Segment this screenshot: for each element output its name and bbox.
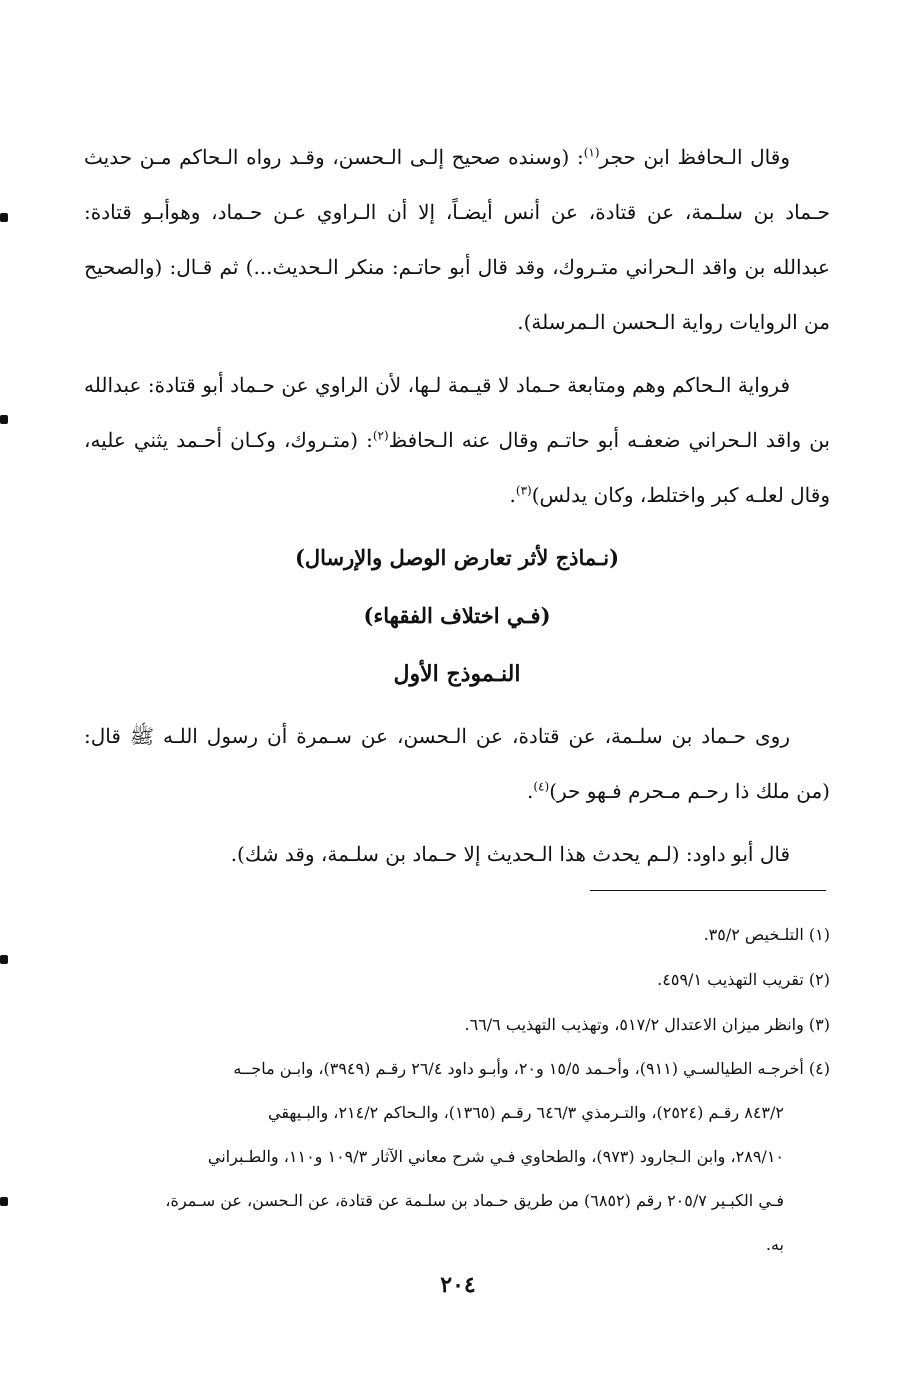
paragraph-hakim-narration <box>84 358 830 523</box>
paragraph-text: روى حـماد بن سلـمة، عن قتادة، عن الـحسن، عن سـمرة أن رسول اللـه ﷺ قال: (من ملك ذا رحـم مـحرم فـهو حر) <box>84 724 830 803</box>
footnote-4-continued: ٨٤٣/٢ رقـم (٢٥٢٤)، والتـرمذي ٦٤٦/٣ رقـم (١٣٦٥)، والـحاكم ٢١٤/٢، والبـيهقي <box>268 1103 784 1122</box>
paragraph-text: . <box>509 483 516 507</box>
footnote-4-continued: به. <box>765 1235 784 1254</box>
footnote-reference: (٤) <box>533 779 550 794</box>
paragraph-ibn-hajar-quote <box>84 130 830 350</box>
section-headings <box>84 529 830 703</box>
paragraph-text: فرواية الـحاكم وهم ومتابعة حـماد لا قيـمة لـها، لأن الراوي عن حـماد أبو قتادة: عبدالله بن واقد الـحراني ضعفـه أبو حاتـم وقال عنه الـحافظ <box>84 373 830 452</box>
footnote-4-continued: فـي الكبـير ٢٠٥/٧ رقم (٦٨٥٢) من طريق حـماد بن سلـمة عن قتادة، عن الـحسن، عن سـمرة، <box>165 1191 784 1210</box>
footnote-1: (١) التلـخيص ٣٥/٢. <box>703 925 830 944</box>
margin-mark <box>0 213 8 222</box>
paragraph-text: : (متـروك، وكـان أحـمد يثني عليه، وقال لعلـه كبر واختلط، وكان يدلس) <box>84 428 830 507</box>
main-text <box>84 130 830 882</box>
paragraph-text: : (وسنده صحيح إلـى الـحسن، وقـد رواه الـحاكم مـن حديث حـماد بن سلـمة، عن قتادة، عن أنس أيضـاً، إلا أن الـراوي عـن حـماد، وهوأبـو قتادة: عبدالله بن واقد الـحراني متـروك، وقد قال أبو حاتـم: منكر الـحديث...) ثم قـال: (والصحيح من الروايات رواية الـحسن الـمرسلة). <box>84 145 830 334</box>
section-subheading: (فـي اختلاف الفقهاء) <box>363 603 551 628</box>
footnote-4: (٤) أخرجـه الطيالسـي (٩١١)، وأحـمد ١٥/٥ و٢٠، وأبـو داود ٢٦/٤ رقـم (٣٩٤٩)، وابـن ماجــه <box>233 1059 830 1078</box>
footnote-2: (٢) تقريب التهذيب ٤٥٩/١. <box>657 970 830 989</box>
footnote-separator <box>590 890 826 891</box>
paragraph-hadith <box>84 709 830 819</box>
page-number: ٢٠٤ <box>440 1272 476 1298</box>
paragraph-text: وقال الـحافظ ابن حجر <box>599 145 790 169</box>
section-heading: (نـماذج لأثر تعارض الوصل والإرسال) <box>294 545 620 570</box>
footnote-reference: (٣) <box>515 483 532 498</box>
footnote-3: (٣) وانظر ميزان الاعتدال ٥١٧/٢، وتهذيب التهذيب ٦٦/٦. <box>464 1015 830 1034</box>
footnotes <box>88 912 830 1267</box>
paragraph-text: . <box>527 779 534 803</box>
paragraph-abu-dawud: قال أبو داود: (لـم يحدث هذا الـحديث إلا حـماد بن سلـمة، وقد شك). <box>230 842 790 866</box>
margin-mark <box>0 955 8 964</box>
margin-mark <box>0 1197 8 1206</box>
example-heading: النـموذج الأول <box>393 661 521 687</box>
footnote-reference: (٢) <box>372 428 389 443</box>
footnote-4-continued: ٢٨٩/١٠، وابن الـجارود (٩٧٣)، والطحاوي فـي شرح معاني الآثار ١٠٩/٣ و١١٠، والطـبراني <box>207 1147 784 1166</box>
footnote-reference: (١) <box>583 145 600 160</box>
margin-mark <box>0 415 8 424</box>
